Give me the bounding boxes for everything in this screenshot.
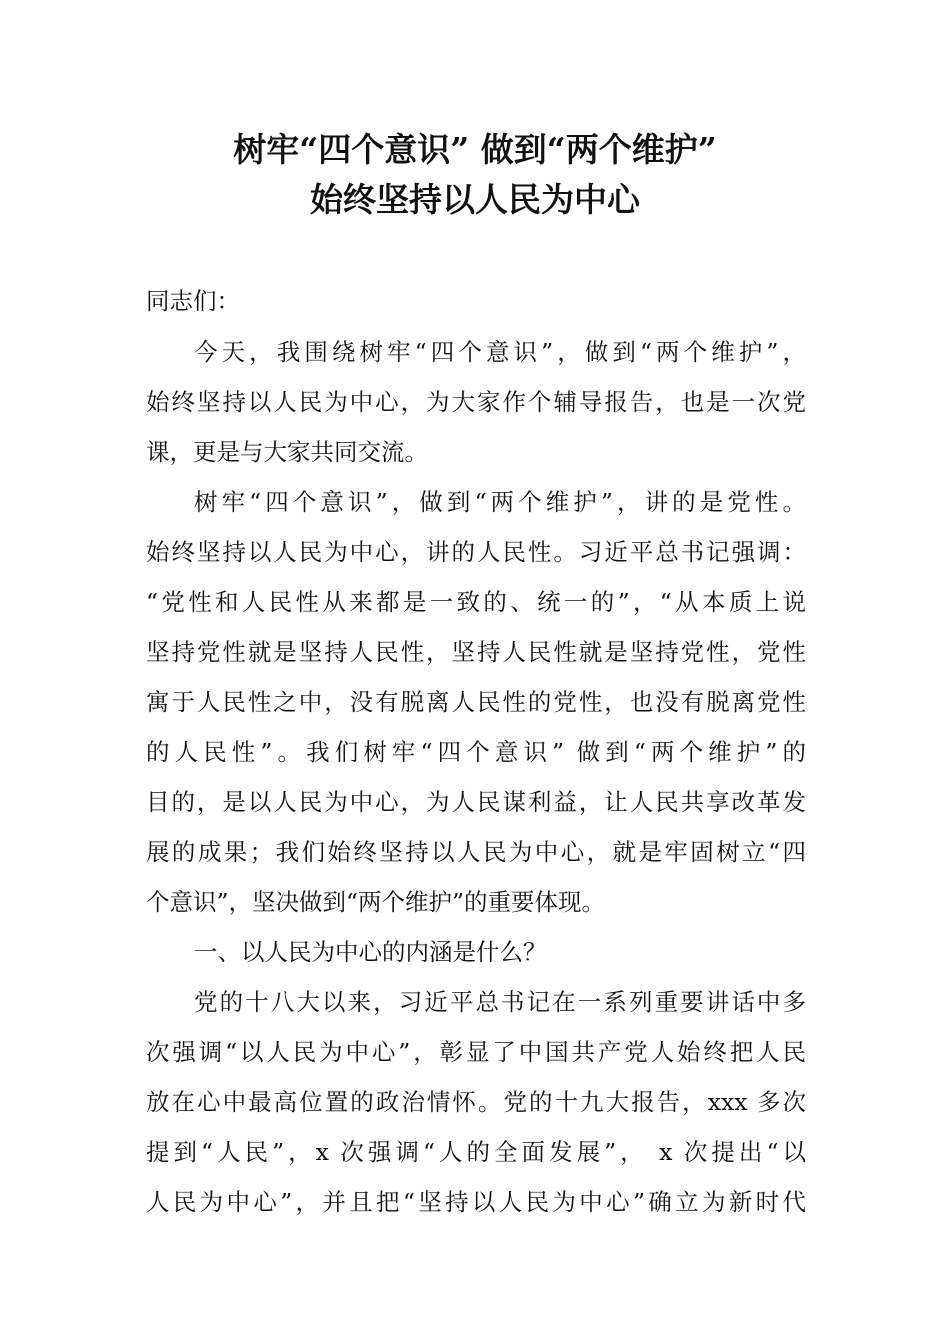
paragraph-2-line: 的人民性”。我们树牢“四个意识” 做到“两个维护”的: [146, 738, 806, 766]
salutation: 同志们：: [146, 287, 240, 315]
document-title-line-2: 始终坚持以人民为中心: [310, 180, 640, 219]
paragraph-2-line: 展的成果；我们始终坚持以人民为中心，就是牢固树立“四: [146, 838, 806, 866]
paragraph-3-line: 放在心中最高位置的政治情怀。党的十九大报告，xxx 多次: [146, 1088, 806, 1116]
section-heading: 一、以人民为中心的内涵是什么？: [194, 938, 547, 966]
paragraph-3-line: 提到“人民”，x 次强调“人的全面发展”， x 次提出“以: [146, 1138, 806, 1166]
paragraph-2-line: 坚持党性就是坚持人民性，坚持人民性就是坚持党性，党性: [146, 638, 806, 666]
paragraph-1-line: 课，更是与大家共同交流。: [146, 438, 428, 466]
paragraph-2-line: 始终坚持以人民为中心，讲的人民性。习近平总书记强调：: [146, 538, 806, 566]
paragraph-3-line: 次强调“以人民为中心”，彰显了中国共产党人始终把人民: [146, 1038, 806, 1066]
paragraph-2-line: 寓于人民性之中，没有脱离人民性的党性，也没有脱离党性: [146, 688, 806, 716]
paragraph-2-line: 个意识”，坚决做到“两个维护”的重要体现。: [146, 888, 606, 916]
paragraph-3-line: 党的十八大以来，习近平总书记在一系列重要讲话中多: [194, 988, 806, 1016]
paragraph-3-line: 人民为中心”，并且把“坚持以人民为中心”确立为新时代: [146, 1188, 806, 1216]
paragraph-2-line: 树牢“四个意识”，做到“两个维护”，讲的是党性。: [194, 488, 806, 516]
document-title-line-1: 树牢“四个意识” 做到“两个维护”: [233, 130, 717, 169]
paragraph-1-line: 今天，我围绕树牢“四个意识”，做到“两个维护”，: [194, 338, 806, 366]
paragraph-2-line: “党性和人民性从来都是一致的、统一的”，“从本质上说: [146, 588, 806, 616]
paragraph-2-line: 目的，是以人民为中心，为人民谋利益，让人民共享改革发: [146, 788, 806, 816]
paragraph-1-line: 始终坚持以人民为中心，为大家作个辅导报告，也是一次党: [146, 388, 806, 416]
